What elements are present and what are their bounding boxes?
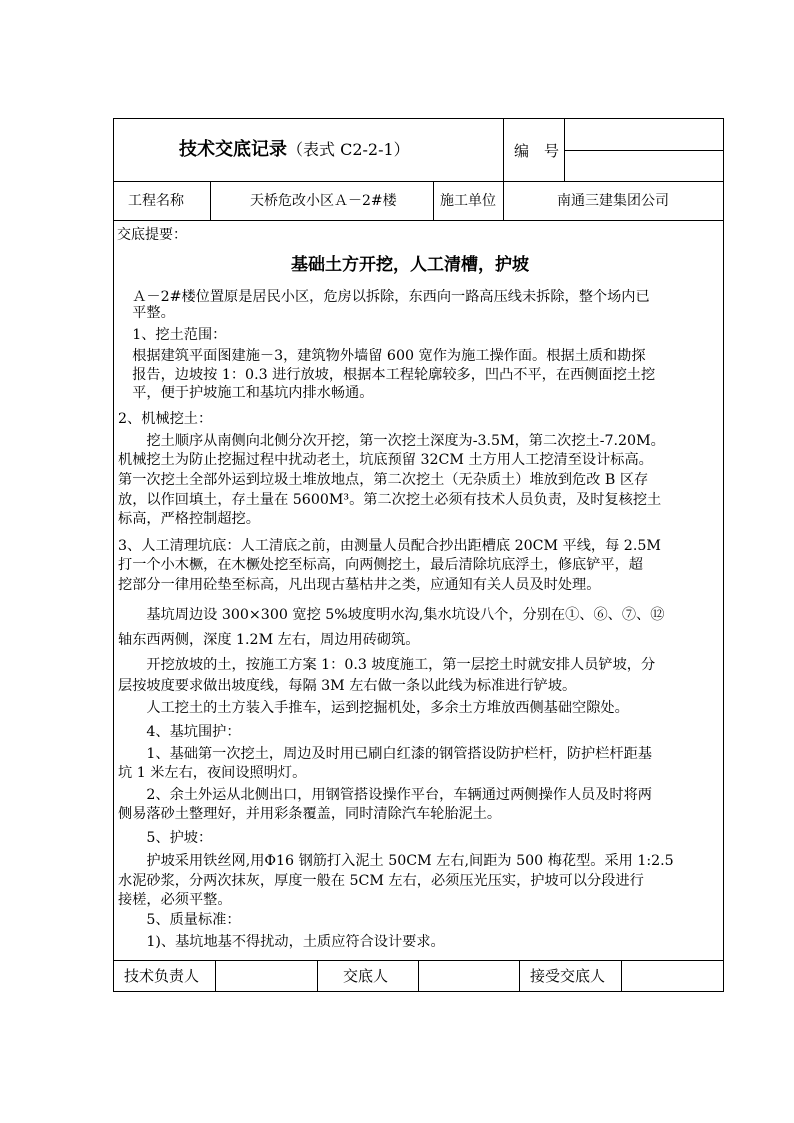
content-line: 4、基坑围护： [118, 724, 241, 740]
divider-title-number [503, 118, 504, 181]
title-form-code: （表式 C2-2-1） [287, 140, 410, 159]
divider-info-3 [503, 181, 504, 220]
content-line: 1、挖土范围： [118, 327, 227, 343]
content-line: 2、余土外运从北侧出口，用钢管搭设操作平台，车辆通过两侧操作人员及时将两 [118, 787, 652, 803]
content-line: 层按坡度要求做出坡度线，每隔 3M 左右做一条以此线为标准进行铲坡。 [118, 678, 577, 694]
number-label: 编 号 [514, 142, 560, 160]
content-line: 5、质量标准： [118, 912, 241, 928]
issuer-label: 交底人 [343, 967, 389, 985]
content-line: 5、护坡： [118, 830, 213, 846]
content-line: 轴东西两侧，深度 1.2M 左右，周边用砖砌筑。 [118, 632, 420, 648]
contractor-label: 施工单位 [440, 193, 496, 209]
content-line: 标高，严格控制超挖。 [118, 511, 260, 527]
divider-footer-2 [317, 960, 318, 992]
contractor-value: 南通三建集团公司 [557, 193, 669, 209]
content-line: 放，以作回填土，存土量在 5600M³。第二次挖土必须有技术人员负责，及时复核挖土 [118, 492, 662, 508]
summary-label: 交底提要： [117, 227, 187, 243]
content-line: 平，便于护坡施工和基坑内排水畅通。 [118, 385, 374, 401]
content-line: 2、机械挖土： [118, 411, 213, 427]
project-name-label: 工程名称 [128, 193, 184, 209]
divider-info-bottom [113, 220, 724, 221]
divider-footer-1 [215, 960, 216, 992]
divider-footer-5 [621, 960, 622, 992]
tech-lead-label: 技术负责人 [124, 967, 200, 985]
content-line: 开挖放坡的土，按施工方案 1：0.3 坡度施工，第一层挖土时就安排人员铲坡，分 [118, 657, 656, 673]
divider-info-2 [433, 181, 434, 220]
content-line: 根据建筑平面图建施－3，建筑物外墙留 600 宽作为施工操作面。根据土质和勘探 [118, 348, 646, 364]
receiver-label: 接受交底人 [530, 967, 606, 985]
project-name-value: 天桥危改小区Ａ－2#楼 [250, 193, 397, 209]
content-line: 1、基础第一次挖土，周边及时用已刷白红漆的钢管搭设防护栏杆，防护栏杆距基 [118, 746, 652, 762]
content-line: 基坑周边设 300×300 宽挖 5%坡度明水沟,集水坑设八个，分别在①、⑥、⑦、⑫ [118, 607, 665, 623]
content-line: 侧易落砂土整理好，并用彩条覆盖，同时清除汽车轮胎泥土。 [118, 806, 502, 822]
document-title [179, 139, 410, 160]
content-heading: 基础土方开挖，人工清槽，护坡 [291, 255, 529, 275]
content-line: 挖部分一律用砼垫至标高，凡出现古墓枯井之类，应通知有关人员及时处理。 [118, 577, 601, 593]
content-line: 1)、基坑地基不得扰动，土质应符合设计要求。 [118, 934, 445, 950]
content-line: 护坡采用铁丝网,用Φ16 钢筋打入泥土 50CM 左右,间距为 500 梅花型。采用 1:2.5 [118, 853, 674, 869]
divider-footer-4 [519, 960, 520, 992]
content-line: 人工挖土的土方装入手推车，运到挖掘机处，多余土方堆放西侧基础空隙处。 [118, 700, 629, 716]
content-line: Ａ－2#楼位置原是居民小区，危房以拆除，东西向一路高压线未拆除，整个场内已 [118, 289, 650, 305]
content-line: 第一次挖土全部外运到垃圾土堆放地点，第二次挖土（无杂质土）堆放到危改 B 区存 [118, 472, 649, 488]
content-line: 机械挖土为防止挖掘过程中扰动老土，坑底预留 32CM 土方用人工挖清至设计标高。 [118, 452, 653, 468]
divider-footer-3 [418, 960, 419, 992]
title-main: 技术交底记录 [179, 139, 287, 160]
divider-info-1 [210, 181, 211, 220]
content-line: 平整。 [118, 305, 175, 321]
content-line: 3、人工清理坑底：人工清底之前，由测量人员配合抄出距槽底 20CM 平线，每 2.5M [118, 538, 661, 554]
content-line: 报告，边坡按 1：0.3 进行放坡，根据本工程轮廓较多，凹凸不平，在西侧面挖土挖 [118, 367, 656, 383]
content-line: 打一个小木橛，在木橛处挖至标高，向两侧挖土，最后清除坑底浮土，修底铲平，超 [118, 557, 643, 573]
content-line: 挖土顺序从南侧向北侧分次开挖，第一次挖土深度为-3.5M，第二次挖土-7.20M。 [118, 433, 665, 449]
content-line: 坑 1 米左右，夜间设照明灯。 [118, 765, 307, 781]
content-line: 接槎，必须平整。 [118, 892, 232, 908]
divider-number-label [564, 118, 565, 181]
divider-header-bottom [113, 181, 724, 182]
divider-number-cell [564, 150, 724, 151]
content-line: 水泥砂浆，分两次抹灰，厚度一般在 5CM 左右，必须压光压实，护坡可以分段进行 [118, 873, 644, 889]
